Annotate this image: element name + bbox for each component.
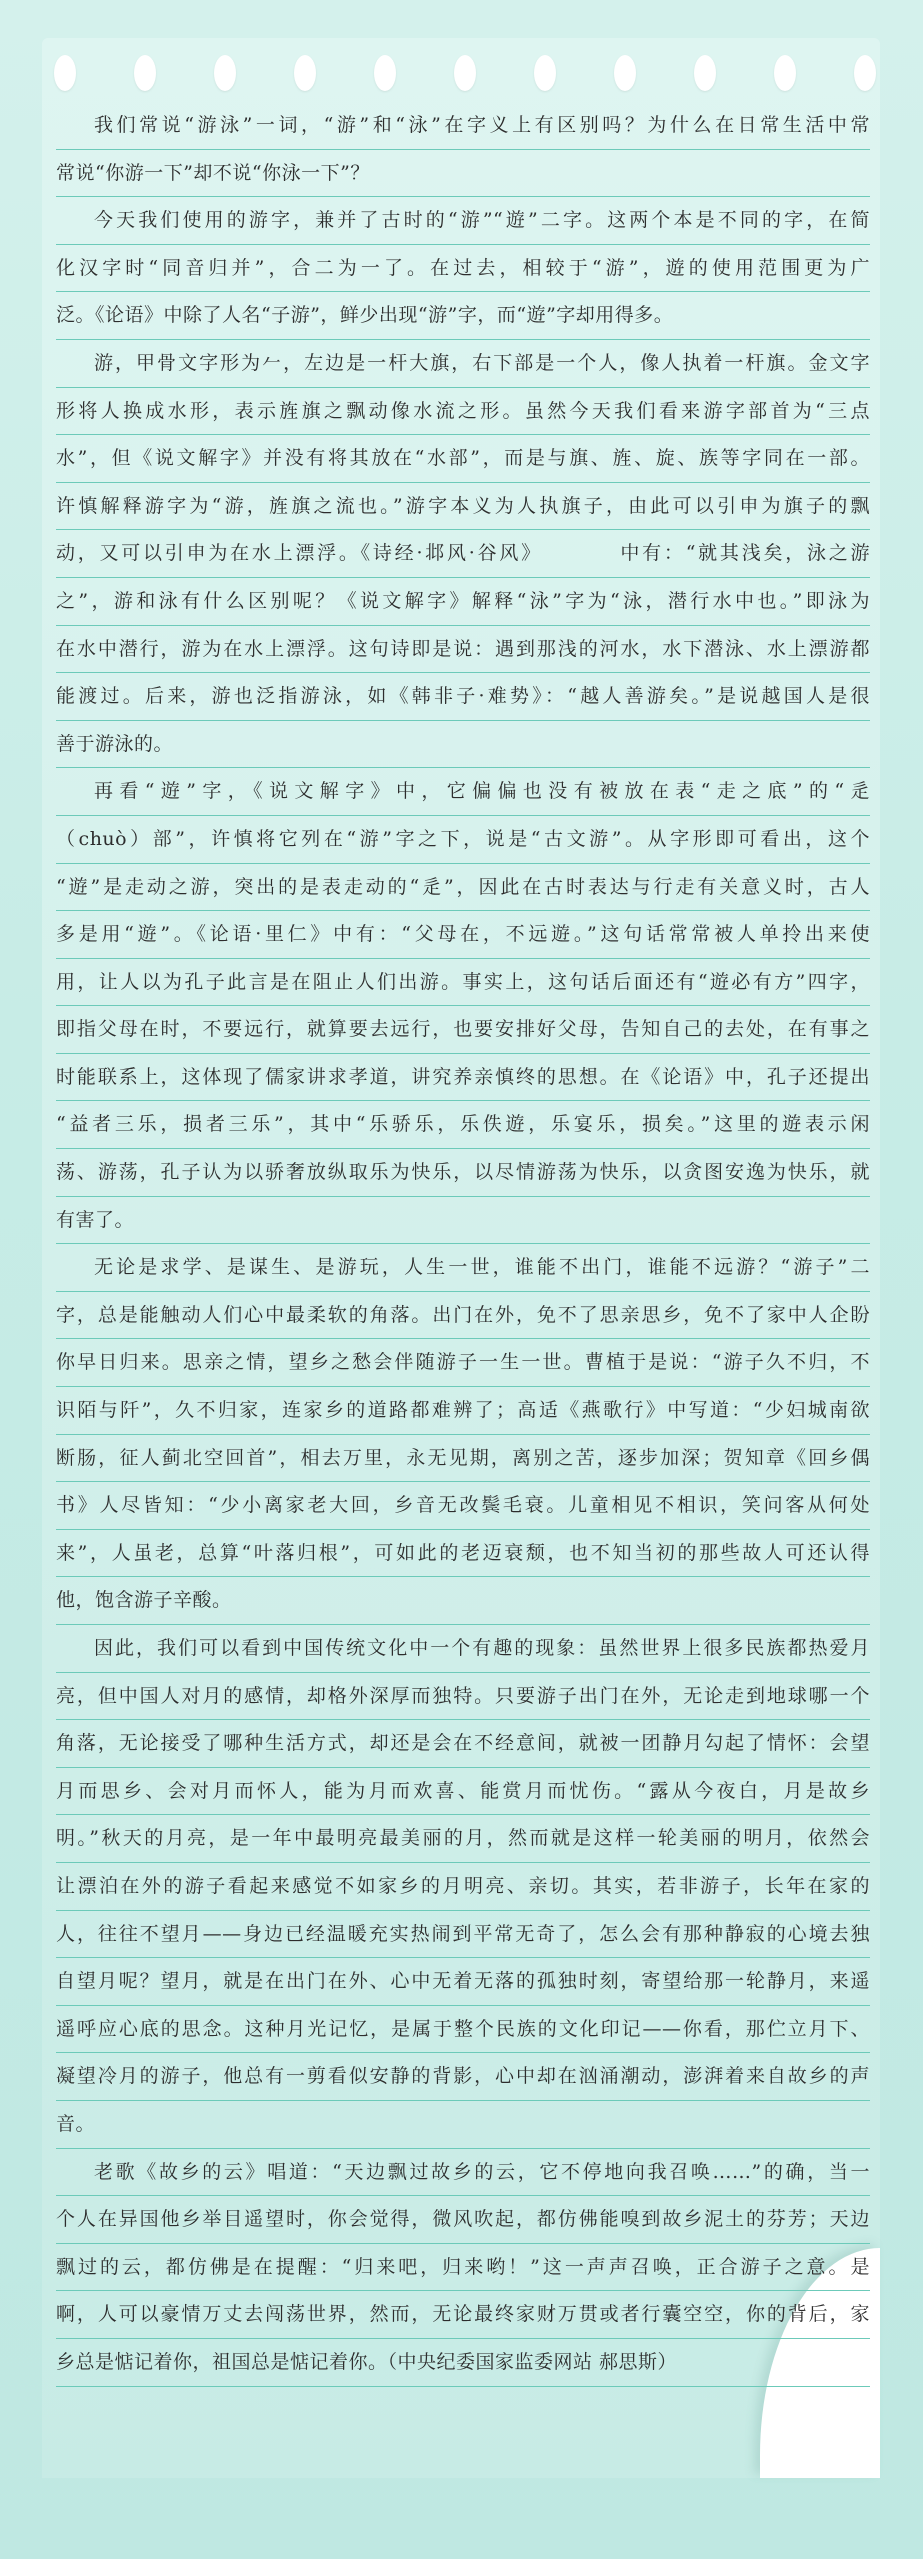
text-line: 化汉字时“同音归并”，合二为一了。在过去，相较于“游”，遊的使用范围更为广 <box>56 245 870 293</box>
binder-hole <box>774 55 796 91</box>
article-paragraph <box>56 197 870 340</box>
text-line: 无论是求学、是谋生、是游玩，人生一世，谁能不出门，谁能不远游？“游子”二 <box>56 1244 870 1292</box>
text-line: 能渡过。后来，游也泛指游泳，如《韩非子·难势》：“越人善游矣。”是说越国人是很 <box>56 673 870 721</box>
text-line: 今天我们使用的游字，兼并了古时的“游”“遊”二字。这两个本是不同的字，在简 <box>56 197 870 245</box>
text-line: “益者三乐，损者三乐”，其中“乐骄乐，乐佚遊，乐宴乐，损矣。”这里的遊表示闲 <box>56 1101 870 1149</box>
text-line: 再看“遊”字，《说文解字》中，它偏偏也没有被放在表“走之底”的“辵 <box>56 768 870 816</box>
text-line: 让漂泊在外的游子看起来感觉不如家乡的月明亮、亲切。其实，若非游子，长年在家的 <box>56 1863 870 1911</box>
article-paragraph <box>56 768 870 1244</box>
binder-holes <box>48 55 874 95</box>
text-line: 字，总是能触动人们心中最柔软的角落。出门在外，免不了思亲思乡，免不了家中人企盼 <box>56 1292 870 1340</box>
text-line: 亮，但中国人对月的感情，却格外深厚而独特。只要游子出门在外，无论走到地球哪一个 <box>56 1673 870 1721</box>
text-line: 乡总是惦记着你，祖国总是惦记着你。（中央纪委国家监委网站 郝思斯） <box>56 2339 870 2387</box>
text-line: “遊”是走动之游，突出的是表走动的“辵”，因此在古时表达与行走有关意义时，古人 <box>56 864 870 912</box>
text-line: 凝望冷月的游子，他总有一剪看似安静的背影，心中却在汹涌潮动，澎湃着来自故乡的声 <box>56 2053 870 2101</box>
article-paragraph <box>56 102 870 197</box>
text-line: 有害了。 <box>56 1197 870 1245</box>
binder-hole <box>214 55 236 91</box>
binder-hole <box>694 55 716 91</box>
text-line: 形将人换成水形，表示旌旗之飘动像水流之形。虽然今天我们看来游字部首为“三点 <box>56 388 870 436</box>
article-body <box>56 102 870 2387</box>
article-paragraph <box>56 340 870 768</box>
text-line: 在水中潜行，游为在水上漂浮。这句诗即是说：遇到那浅的河水，水下潜泳、水上漂游都 <box>56 626 870 674</box>
binder-hole <box>854 55 876 91</box>
binder-hole <box>374 55 396 91</box>
text-line: 角落，无论接受了哪种生活方式，却还是会在不经意间，就被一团静月勾起了情怀：会望 <box>56 1720 870 1768</box>
text-line: 人，往往不望月——身边已经温暖充实热闹到平常无奇了，怎么会有那种静寂的心境去独 <box>56 1911 870 1959</box>
article-paragraph <box>56 1625 870 2149</box>
text-line: 之”，游和泳有什么区别呢？《说文解字》解释“泳”字为“泳，潜行水中也。”即泳为 <box>56 578 870 626</box>
text-line: 用，让人以为孔子此言是在阻止人们出游。事实上，这句话后面还有“遊必有方”四字， <box>56 959 870 1007</box>
binder-hole <box>134 55 156 91</box>
text-line: 即指父母在时，不要远行，就算要去远行，也要安排好父母，告知自己的去处，在有事之 <box>56 1006 870 1054</box>
text-line: 常说“你游一下”却不说“你泳一下”？ <box>56 150 870 198</box>
binder-hole <box>54 55 76 91</box>
binder-hole <box>534 55 556 91</box>
text-line: 荡、游荡，孔子认为以骄奢放纵取乐为快乐，以尽情游荡为快乐，以贪图安逸为快乐，就 <box>56 1149 870 1197</box>
text-line: 泛。《论语》中除了人名“子游”，鲜少出现“游”字，而“遊”字却用得多。 <box>56 292 870 340</box>
text-line: 时能联系上，这体现了儒家讲求孝道，讲究养亲慎终的思想。在《论语》中，孔子还提出 <box>56 1054 870 1102</box>
text-line: 个人在异国他乡举目遥望时，你会觉得，微风吹起，都仿佛能嗅到故乡泥土的芬芳；天边 <box>56 2196 870 2244</box>
article-paragraph <box>56 2149 870 2387</box>
text-line: 遥呼应心底的思念。这种月光记忆，是属于整个民族的文化印记——你看，那伫立月下、 <box>56 2006 870 2054</box>
text-line: 断肠，征人蓟北空回首”，相去万里，永无见期，离别之苦，逐步加深；贺知章《回乡偶 <box>56 1435 870 1483</box>
text-line: 我们常说“游泳”一词，“游”和“泳”在字义上有区别吗？为什么在日常生活中常 <box>56 102 870 150</box>
text-line: 你早日归来。思亲之情，望乡之愁会伴随游子一生一世。曹植于是说：“游子久不归，不 <box>56 1339 870 1387</box>
text-line: 善于游泳的。 <box>56 721 870 769</box>
text-line: 明。”秋天的月亮，是一年中最明亮最美丽的月，然而就是这样一轮美丽的明月，依然会 <box>56 1815 870 1863</box>
text-line: （chuò）部”，许慎将它列在“游”字之下，说是“古文游”。从字形即可看出，这个 <box>56 816 870 864</box>
text-line: 水”，但《说文解字》并没有将其放在“水部”，而是与旗、旌、旋、族等字同在一部。 <box>56 435 870 483</box>
text-line: 老歌《故乡的云》唱道：“天边飘过故乡的云，它不停地向我召唤……”的确，当一 <box>56 2149 870 2197</box>
text-line: 来”，人虽老，总算“叶落归根”，可如此的老迈衰颓，也不知当初的那些故人可还认得 <box>56 1530 870 1578</box>
text-line: 识陌与阡”，久不归家，连家乡的道路都难辨了；高适《燕歌行》中写道：“少妇城南欲 <box>56 1387 870 1435</box>
text-line: 因此，我们可以看到中国传统文化中一个有趣的现象：虽然世界上很多民族都热爱月 <box>56 1625 870 1673</box>
text-line: 游，甲骨文字形为𠂉，左边是一杆大旗，右下部是一个人，像人执着一杆旗。金文字 <box>56 340 870 388</box>
text-line: 动，又可以引申为在水上漂浮。《诗经·邶风·谷风》 中有：“就其浅矣，泳之游 <box>56 530 870 578</box>
text-line: 音。 <box>56 2101 870 2149</box>
text-line: 月而思乡、会对月而怀人，能为月而欢喜、能赏月而忧伤。“露从今夜白，月是故乡 <box>56 1768 870 1816</box>
text-line: 啊，人可以豪情万丈去闯荡世界，然而，无论最终家财万贯或者行囊空空，你的背后，家 <box>56 2291 870 2339</box>
binder-hole <box>454 55 476 91</box>
binder-hole <box>614 55 636 91</box>
text-line: 自望月呢？望月，就是在出门在外、心中无着无落的孤独时刻，寄望给那一轮静月，来遥 <box>56 1958 870 2006</box>
text-line: 许慎解释游字为“游，旌旗之流也。”游字本义为人执旗子，由此可以引申为旗子的飘 <box>56 483 870 531</box>
text-line: 飘过的云，都仿佛是在提醒：“归来吧，归来哟！”这一声声召唤，正合游子之意。是 <box>56 2244 870 2292</box>
text-line: 他，饱含游子辛酸。 <box>56 1577 870 1625</box>
text-line: 多是用“遊”。《论语·里仁》中有：“父母在，不远遊。”这句话常常被人单拎出来使 <box>56 911 870 959</box>
article-paragraph <box>56 1244 870 1625</box>
text-line: 书》人尽皆知：“少小离家老大回，乡音无改鬓毛衰。儿童相见不相识，笑问客从何处 <box>56 1482 870 1530</box>
binder-hole <box>294 55 316 91</box>
